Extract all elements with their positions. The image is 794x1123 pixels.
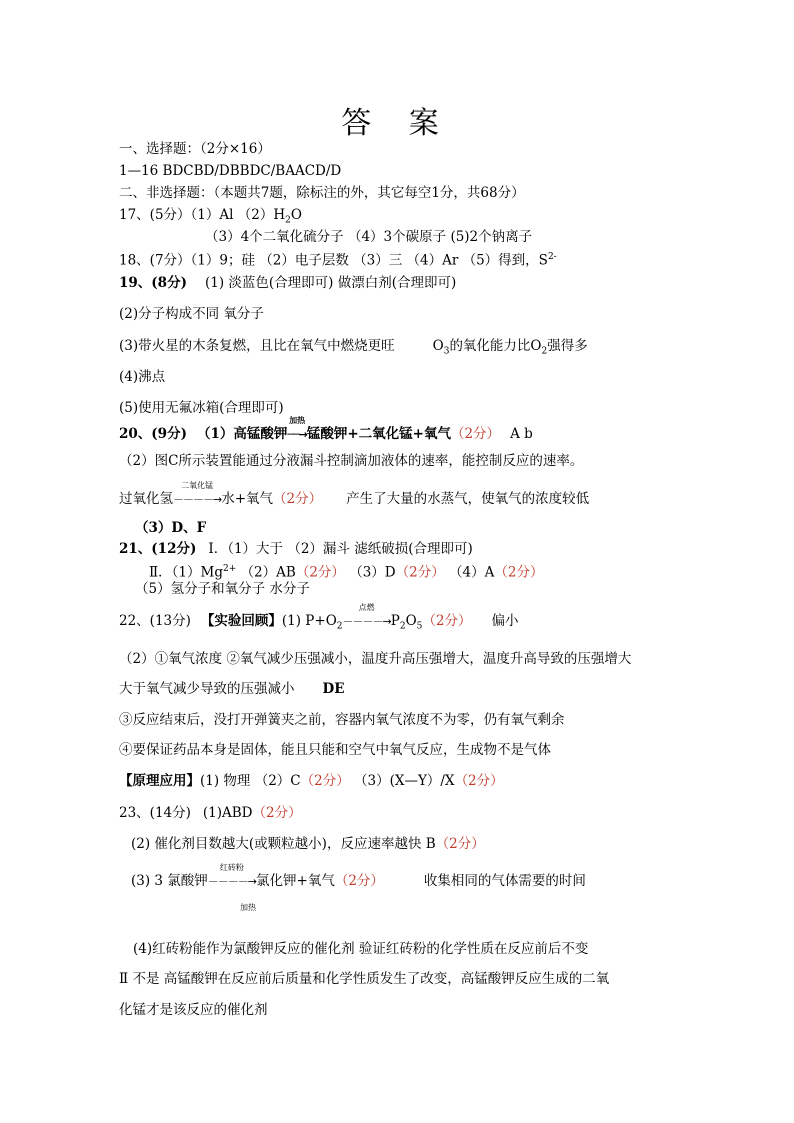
section-1-heading: 一、选择题：（2分×16） (119, 141, 271, 157)
q22-line2: （2）①氧气浓度 ②氧气减少压强减小，温度升高压强增大，温度升高导致的压强增大 (119, 651, 632, 667)
q19-line5: (5)使用无氟冰箱(合理即可) (119, 400, 284, 416)
q22-line3: 大于氧气减少导致的压强减小 DE (119, 681, 345, 697)
q17-line1: 17、(5分）（1）Al $(2)H_2O$ (119, 207, 302, 226)
q18-line: 18、(7分）（1）9；硅 （2）电子层数 （3）三 （4）Ar （5）得到，$S^{2-}$ (119, 252, 557, 269)
q20-line2: （2）图C所示装置能通过分液漏斗控制滴加液体的速率，能控制反应的速率。 (119, 453, 584, 469)
q23-line3: (3) 3 氯酸钾 红砖粉 －－－－→氯化钾+氧气（2分） 收集相同的气体需要的时间 (131, 863, 586, 889)
q19-line3: (3)带火星的木条复燃，且比在氧气中燃烧更旺 $O_3$的氧化能力比$O_2$强得多 (119, 338, 588, 357)
q23-line5: Ⅱ 不是 高锰酸钾在反应前后质量和化学性质发生了改变，高锰酸钾反应生成的二氧 (119, 971, 610, 987)
q20-line1: 20、(9分) （1）高锰酸钾 加热 ──→锰酸钾+二氧化锰+氧气（2分） A b (119, 415, 533, 442)
page-title: 答 案 (341, 106, 453, 141)
q20-line3: 过氧化氢 二氧化锰 －－－－→水+氧气（2分） 产生了大量的水蒸气，使氧气的浓度较低 (119, 481, 590, 507)
q21-line3: （5）氢分子和氧分子 水分子 (135, 581, 310, 597)
q22-line6: 【原理应用】(1) 物理 （2）C（2分） （3）(X—Y）/X（2分） (119, 773, 504, 789)
q19-line2: (2)分子构成不同 氧分子 (119, 306, 264, 322)
q23-line6: 化锰才是该反应的催化剂 (119, 1002, 268, 1018)
catalyst-condition-arrow: 二氧化锰 －－－－→ (173, 481, 222, 506)
q19-line4: (4)沸点 (119, 369, 166, 385)
brick-powder-condition-arrow: 红砖粉 －－－－→ (207, 863, 257, 888)
q22-line4: ③反应结束后，没打开弹簧夹之前，容器内氧气浓度不为零，仍有氧气剩余 (119, 712, 565, 728)
heat-condition-arrow: 加热 ──→ (287, 415, 307, 441)
q22-line5: ④要保证药品本身是固体，能且只能和空气中氧气反应，生成物不是气体 (119, 742, 551, 758)
q21-line2: Ⅱ．$(1)Mg^{2+}$ （2）AB（2分） （3）D（2分） （4）A（2分） (149, 564, 544, 581)
q21-line1: 21、(12分) Ⅰ．（1）大于 （2）漏斗 滤纸破损(合理即可) (119, 541, 473, 557)
heat-under-label: 加热 (240, 903, 256, 912)
q22-line1: 22、(13分) 【实验回顾】(1) $P+O_2$ 点燃 $----\to P_2O_5(2$分） 偏小 (119, 603, 519, 632)
section-2-heading: 二、非选择题：（本题共7题，除标注的外，其它每空1分，共68分） (119, 185, 525, 201)
choice-answers: 1—16 BDCBD/DBBDC/BAACD/D (119, 163, 342, 179)
q23-line2: (2) 催化剂目数越大(或颗粒越小)，反应速率越快 B（2分） (131, 836, 485, 852)
q23-line1: 23、(14分) (1)ABD（2分） (119, 805, 302, 821)
q19-line1: 19、(8分) (1) 淡蓝色(合理即可) 做漂白剂(合理即可) (119, 275, 457, 291)
q20-line4: （3）D、F (135, 520, 207, 536)
ignite-condition-arrow: 点燃 －－－－→ (342, 603, 391, 628)
q23-line4: (4)红砖粉能作为氯酸钾反应的催化剂 验证红砖粉的化学性质在反应前后不变 (133, 941, 589, 957)
q17-line2: （3）4个二氧化硫分子 （4）3个碳原子 (5)2个钠离子 (205, 229, 533, 245)
